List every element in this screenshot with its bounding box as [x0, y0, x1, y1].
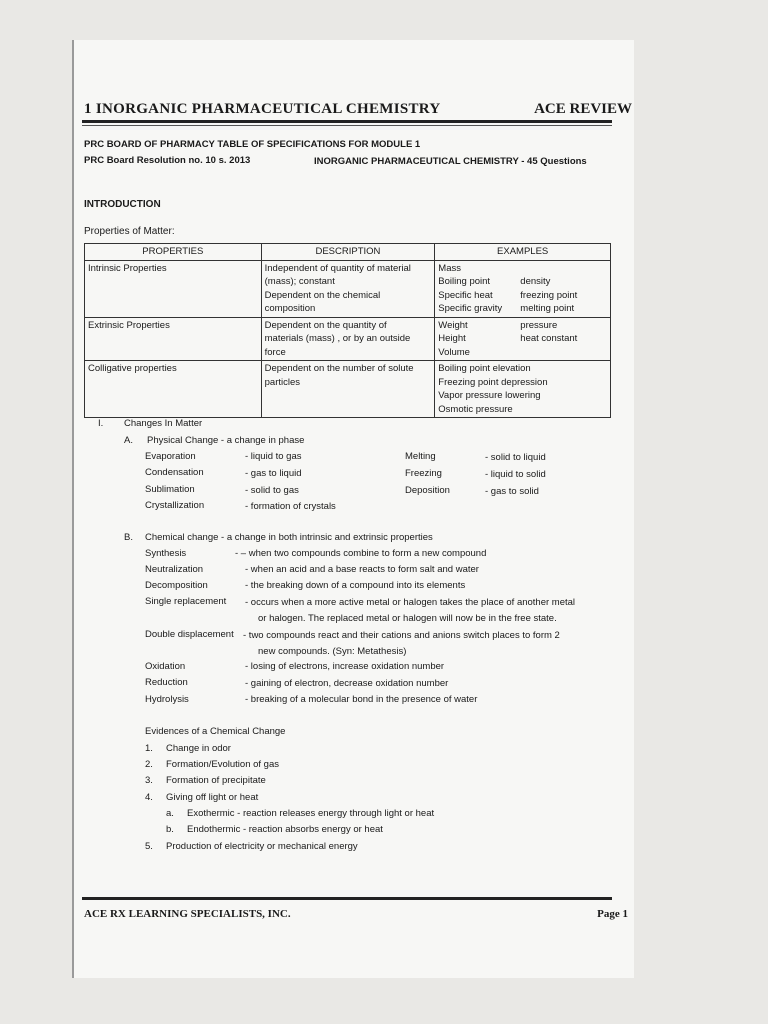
- term: Evaporation: [145, 451, 196, 462]
- example-item: Volume: [438, 346, 470, 358]
- definition-continued: or halogen. The replaced metal or halogen will now be in the free state.: [258, 613, 557, 624]
- definition: - gas to solid: [485, 486, 539, 497]
- definition: - when an acid and a base reacts to form salt and water: [245, 564, 479, 575]
- page-number: Page 1: [597, 908, 628, 920]
- term: Oxidation: [145, 661, 186, 672]
- list-item: Production of electricity or mechanical energy: [166, 841, 358, 852]
- header-properties: PROPERTIES: [85, 244, 262, 261]
- properties-table: [84, 243, 611, 418]
- examples-cell: [435, 260, 611, 317]
- term: Deposition: [405, 485, 450, 496]
- description-line: particles: [264, 376, 300, 388]
- module-title: 1 INORGANIC PHARMACEUTICAL CHEMISTRY: [84, 101, 441, 117]
- header-description: DESCRIPTION: [261, 244, 435, 261]
- subsection-letter: B.: [124, 532, 133, 543]
- property-cell: Colligative properties: [85, 361, 262, 418]
- header-examples: EXAMPLES: [435, 244, 611, 261]
- examples-cell: [435, 361, 611, 418]
- description-line: Independent of quantity of material: [264, 262, 411, 274]
- definition: - occurs when a more active metal or halogen takes the place of another metal: [245, 597, 576, 608]
- board-subject-questions: INORGANIC PHARMACEUTICAL CHEMISTRY - 45 Questions: [314, 156, 587, 167]
- table-row: [85, 260, 611, 317]
- definition: - formation of crystals: [245, 501, 336, 512]
- example-item: Osmotic pressure: [438, 403, 513, 415]
- chemical-change-title: Chemical change - a change in both intrinsic and extrinsic properties: [145, 532, 433, 543]
- example-item: pressure: [520, 319, 558, 331]
- footer-company: ACE RX LEARNING SPECIALISTS, INC.: [84, 908, 291, 920]
- term: Double displacement: [145, 629, 234, 640]
- evidence-title: Evidences of a Chemical Change: [145, 726, 286, 737]
- description-line: force: [264, 346, 286, 358]
- properties-subheading: Properties of Matter:: [84, 226, 175, 237]
- table-header-row: [85, 244, 611, 261]
- list-number: 3.: [145, 775, 153, 786]
- list-item: Exothermic - reaction releases energy through light or heat: [187, 808, 435, 819]
- property-cell: Extrinsic Properties: [85, 317, 262, 361]
- intro-heading: INTRODUCTION: [84, 199, 161, 210]
- term: Crystallization: [145, 500, 205, 511]
- subsection-letter: A.: [124, 435, 133, 446]
- term: Melting: [405, 451, 436, 462]
- list-number: 2.: [145, 759, 153, 770]
- list-item: Formation of precipitate: [166, 775, 266, 786]
- header-rule-thin: [82, 125, 612, 126]
- example-item: Boiling point: [438, 276, 491, 287]
- header-brand: ACE REVIEW: [534, 101, 632, 117]
- header-rule: [82, 120, 612, 123]
- definition: - solid to gas: [245, 485, 299, 496]
- example-item: heat constant: [520, 333, 578, 344]
- description-line: Dependent on the quantity of: [264, 319, 387, 331]
- term: Decomposition: [145, 580, 208, 591]
- section-title: Changes In Matter: [124, 418, 203, 429]
- definition: - – when two compounds combine to form a new compound: [235, 548, 487, 559]
- board-table-title: PRC BOARD OF PHARMACY TABLE OF SPECIFICATIONS FOR MODULE 1: [84, 139, 421, 150]
- list-item: Formation/Evolution of gas: [166, 759, 280, 770]
- example-item: Vapor pressure lowering: [438, 390, 541, 401]
- property-cell: Intrinsic Properties: [85, 260, 262, 317]
- list-number: 4.: [145, 792, 153, 803]
- examples-cell: [435, 317, 611, 361]
- footer-rule: [82, 897, 612, 900]
- description-line: composition: [264, 303, 316, 314]
- term: Reduction: [145, 677, 188, 688]
- example-item: Specific gravity: [438, 303, 503, 314]
- term: Freezing: [405, 468, 442, 479]
- definition: - the breaking down of a compound into its elements: [245, 580, 466, 591]
- example-item: Boiling point elevation: [438, 363, 531, 374]
- table-row: [85, 361, 611, 418]
- example-item: density: [520, 276, 551, 287]
- example-item: Specific heat: [438, 289, 493, 301]
- description-line: materials (mass) , or by an outside: [264, 333, 411, 344]
- document-page: [72, 40, 634, 978]
- description-line: (mass); constant: [264, 276, 335, 287]
- definition: - gaining of electron, decrease oxidation number: [245, 678, 449, 689]
- list-number: 1.: [145, 743, 153, 754]
- description-cell: [261, 361, 435, 418]
- example-item: melting point: [520, 303, 575, 314]
- list-number: b.: [166, 824, 174, 835]
- example-item: Height: [438, 333, 466, 344]
- list-item: Change in odor: [166, 743, 231, 754]
- physical-change-title: Physical Change - a change in phase: [147, 435, 305, 446]
- list-number: a.: [166, 808, 174, 819]
- term: Sublimation: [145, 484, 195, 495]
- section-numeral: I.: [98, 418, 104, 429]
- term: Neutralization: [145, 564, 204, 575]
- description-cell: [261, 260, 435, 317]
- table-row: [85, 317, 611, 361]
- definition: - gas to liquid: [245, 468, 302, 479]
- definition: - liquid to gas: [245, 451, 302, 462]
- example-item: Freezing point depression: [438, 376, 548, 388]
- example-item: Weight: [438, 319, 468, 331]
- definition: - solid to liquid: [485, 452, 546, 463]
- term: Single replacement: [145, 596, 227, 607]
- list-item: Endothermic - reaction absorbs energy or heat: [187, 824, 383, 835]
- definition: - breaking of a molecular bond in the presence of water: [245, 694, 478, 705]
- board-resolution: PRC Board Resolution no. 10 s. 2013: [84, 155, 251, 166]
- definition-continued: new compounds. (Syn: Metathesis): [258, 646, 407, 657]
- description-line: Dependent on the chemical: [264, 289, 381, 301]
- definition: - losing of electrons, increase oxidation number: [245, 661, 445, 672]
- term: Condensation: [145, 467, 204, 478]
- list-number: 5.: [145, 841, 153, 852]
- definition: - two compounds react and their cations and anions switch places to form 2: [243, 630, 560, 641]
- description-line: Dependent on the number of solute: [264, 363, 414, 374]
- term: Synthesis: [145, 548, 187, 559]
- example-item: Mass: [438, 262, 461, 274]
- definition: - liquid to solid: [485, 469, 546, 480]
- description-cell: [261, 317, 435, 361]
- term: Hydrolysis: [145, 694, 189, 705]
- example-item: freezing point: [520, 289, 578, 301]
- list-item: Giving off light or heat: [166, 792, 259, 803]
